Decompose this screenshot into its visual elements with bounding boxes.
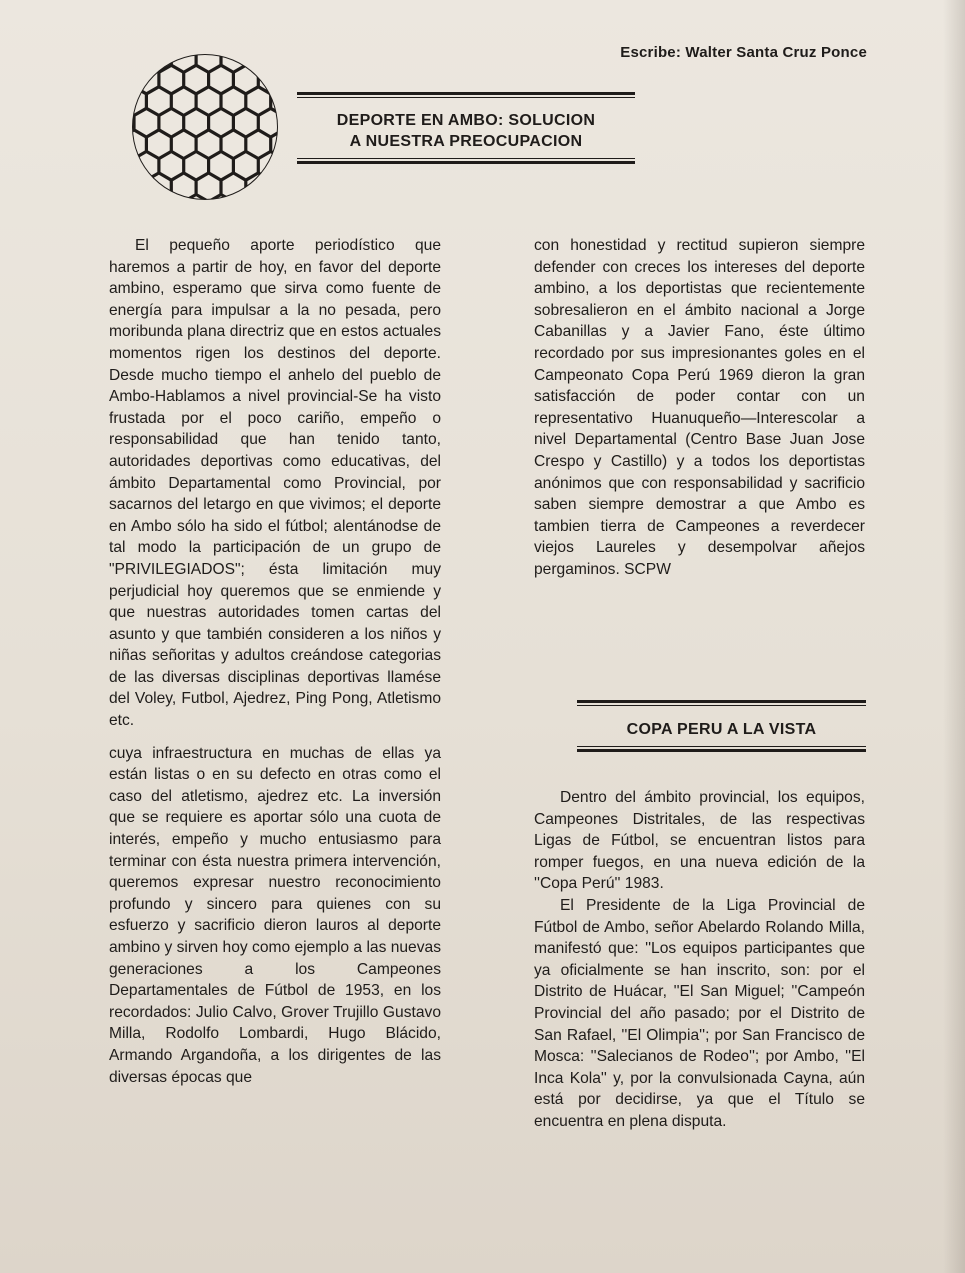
section-rule-top — [577, 700, 866, 703]
article2-paragraph: El Presidente de la Liga Provincial de Fútbol de Ambo, señor Abelardo Rolando Milla, manifestó que: ''Los equipos participantes que ya oficialmente se han inscrito, son: por el Distrito de Huácar, ''El San Miguel; ''Campeón Provincial del año pasado; por el Distrito de San Rafael, ''El Olimpia''; por San Francisco de Mosca: ''Salecianos de Rodeo''; por Ambo, ''El Inca Kola'' y, por la convulsionada Cayna, aún está por decidirse, ya que el Título se encuentra en plena disputa. — [534, 896, 865, 1130]
ball-hexagon — [130, 196, 132, 202]
headline-rule-top — [297, 92, 635, 95]
article2-column — [534, 787, 865, 1133]
article2-paragraph: Dentro del ámbito provincial, los equipos, Campeones Distritales, de las respectivas Ligas de Fútbol, se encuentran listos para romper fuegos, en una nueva edición de la ''Copa Perú'' 1983. — [534, 789, 865, 893]
section-rule-bottom — [577, 749, 866, 752]
ball-hexagon — [260, 196, 280, 202]
article-title-line1: DEPORTE EN AMBO: SOLUCION — [336, 112, 596, 129]
page-edge-shadow — [943, 0, 965, 1273]
article-headline — [297, 92, 635, 166]
article-paragraph: con honestidad y rectitud supieron siempre defender con creces los intereses del deporte ambino, a los deportistas que recientemente sobresalieron en el ámbito nacional a Jorge Cabanillas y a Javier Fano, éste último recordado por sus impresionantes goles en el Campeonato Copa Perú 1969 dieron la gran satisfacción de poder contar con un representativo Huanuqueño—Interescolar a nivel Departamental (Centro Base Juan Jose Crespo y Castillo) y a todos los deportistas anónimos que con responsabilidad y sacrificio saben siempre demostrar a que Ambo es tambien tierra de Campeones a reverdecer viejos Laureles y desempolvar añejos pergaminos. SCPW — [534, 237, 865, 578]
article-title — [297, 98, 635, 158]
section-title: COPA PERU A LA VISTA — [626, 721, 817, 738]
ball-hexagon — [130, 67, 132, 92]
headline-rule-bottom — [297, 161, 635, 164]
ball-hexagon — [130, 153, 132, 178]
section-rule-bottom-thin — [577, 746, 866, 747]
ball-hexagon — [130, 175, 145, 200]
ball-hexagon — [272, 175, 280, 200]
article-column-right — [534, 235, 865, 581]
soccer-ball-icon — [130, 52, 280, 202]
ball-hexagon — [272, 52, 280, 71]
ball-hexagon — [235, 196, 257, 202]
ball-hexagon — [136, 196, 158, 202]
article-title-line2: A NUESTRA PREOCUPACION — [349, 133, 583, 150]
section-headline — [577, 700, 866, 754]
ball-hexagon — [130, 110, 132, 135]
byline: Escribe: Walter Santa Cruz Ponce — [620, 44, 867, 61]
headline-rule-bottom-thin — [297, 158, 635, 159]
ball-hexagon — [247, 52, 269, 71]
article-column-left — [109, 235, 441, 1088]
ball-hexagon — [161, 196, 183, 202]
article-paragraph: cuya infraestructura en muchas de ellas ya están listas o en su defecto en otras como el caso del atletismo, ajedrez etc. La inversión que se requiere es aportar sólo una cuota de interés, empeño y mucho entusiasmo para terminar con ésta nuestra primera intervención, queremos expresar nuestro reconocimiento profundo y sincero para quienes con su esfuerzo y sacrificio dieron lauros al deporte ambino y sirven hoy como ejemplo a las nuevas generaciones a los Campeones Departamentales de Fútbol de 1953, en los recordados: Julio Calvo, Grover Trujillo Gustavo Milla, Rodolfo Lombardi, Hugo Blácido, Armando Argandoña, a los dirigentes de las diversas épocas que — [109, 744, 441, 1086]
ball-hexagon — [130, 52, 145, 71]
article-paragraph: El pequeño aporte periodístico que haremos a partir de hoy, en favor del deporte ambino, esperamo que sirva como fuente de energía para impulsar a la no pesada, pero moribunda plana directriz que en estos actuales momentos rigen los destinos del deporte. Desde mucho tiempo el anhelo del pueblo de Ambo-Hablamos a nivel provincial-Se ha visto frustada por el poco cariño, empeño o responsabilidad que han tenido tanto, autoridades deportivas como educativas, del ámbito Departamental como Provincial, por sacarnos del letargo en que vivimos; el deporte en Ambo sólo ha sido el fútbol; alentánodse de tal modo la participación de un grupo de "PRIVILEGIADOS"; ésta limitación muy perjudicial hoy queremos que se enmiende y que nuestras autoridades tomen cartas del asunto y que también consideren a los niños y niñas señoritas y adultos creándose categorias de las diversas disciplinas deportivas llamése del Voley, Futbol, Ajedrez, Ping Pong, Atletismo etc. — [109, 237, 441, 730]
